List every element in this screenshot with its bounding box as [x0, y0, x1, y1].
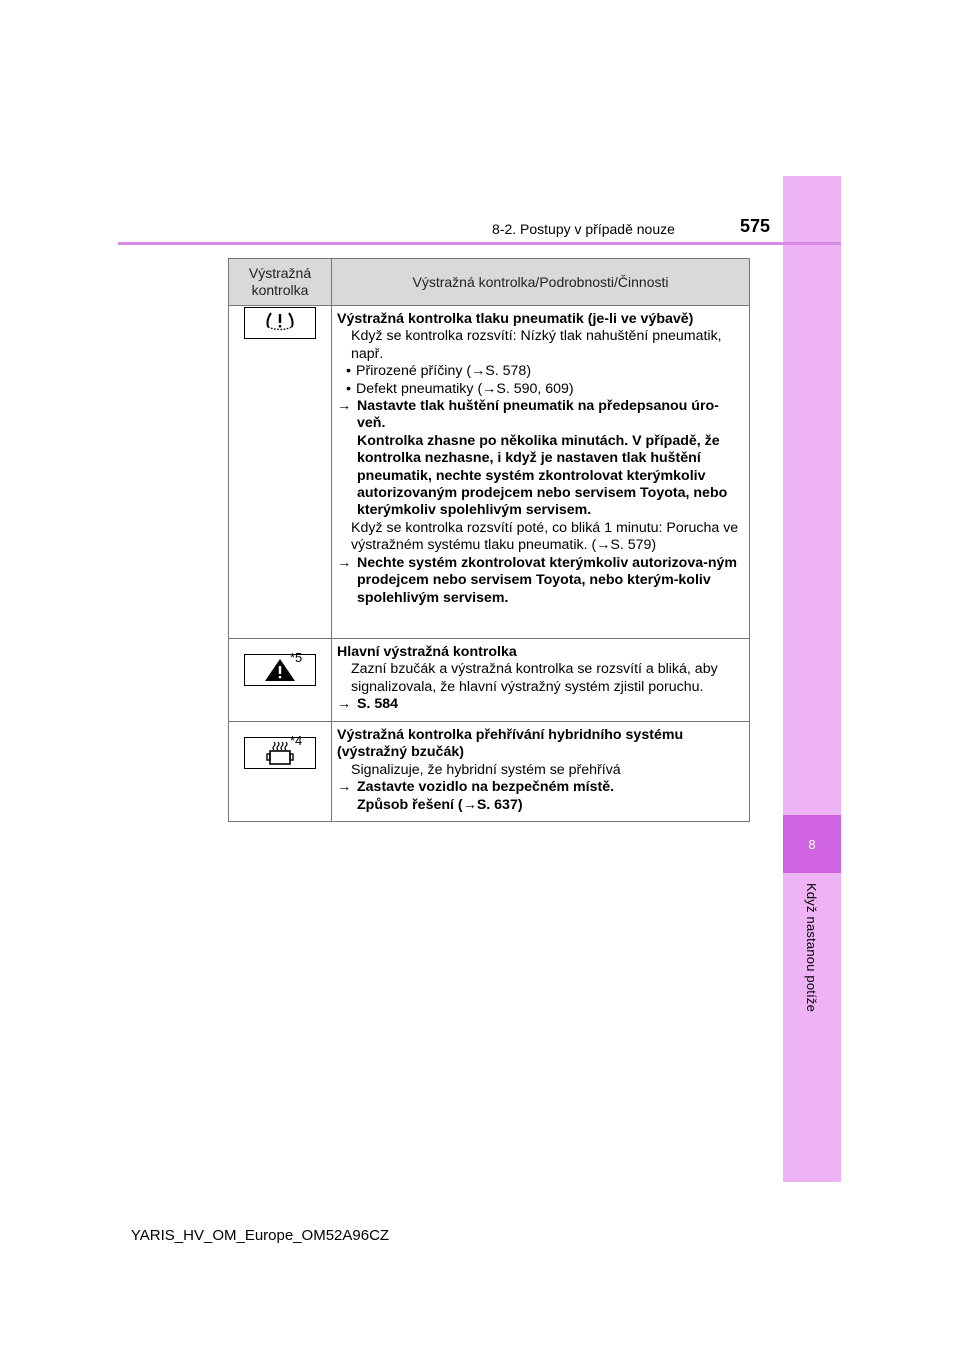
action-text: → S. 584: [337, 696, 744, 713]
doc-code-text: YARIS_HV_OM_Europe_OM52A96CZ: [130, 1227, 390, 1244]
chapter-title-vertical: Když nastanou potíže: [804, 883, 819, 1013]
side-tab-bar: [783, 176, 841, 1182]
condition-text: Signalizuje, že hybridní systém se přehřívá: [351, 761, 621, 778]
hybrid-system-overheat-icon: [244, 737, 316, 769]
condition-text: Když se kontrolka rozsvítí: Nízký tlak nahuštění pneumatik, např.: [351, 328, 722, 362]
row-title: Výstražná kontrolka přehřívání hybridního systému (výstražný bzučák): [337, 727, 684, 761]
table-row: [229, 639, 750, 722]
condition-text: Když se kontrolka rozsvítí poté, co bliká 1 minutu: Porucha ve výstražném systému tlaku pneumatik. (→S. 579): [351, 519, 739, 554]
footer-doc-code: [0, 1227, 960, 1244]
action-detail: Kontrolka zhasne po několika minutách. V případě, že kontrolka nezhasne, i když je nastaven tlak huštění pneumatik, nechte systém zkontrolovat kterýmkoliv autorizovaným prodejcem nebo servisem Toyota, nebo kterýmkoliv spolehlivým servisem.: [357, 432, 728, 519]
row-title: Výstražná kontrolka tlaku pneumatik (je-li ve výbavě): [337, 311, 694, 327]
column-header-light: Výstražná kontrolka: [229, 259, 332, 306]
list-item: • Defekt pneumatiky (→S. 590, 609): [337, 381, 744, 398]
action-detail: Způsob řešení (→S. 637): [357, 796, 523, 813]
lamp-cell: [229, 306, 332, 639]
header-divider: [118, 242, 841, 245]
row-title: Hlavní výstražná kontrolka: [337, 644, 517, 660]
lamp-cell: [229, 722, 332, 822]
table-row: [229, 306, 750, 639]
action-text: → Zastavte vozidlo na bezpečném místě.: [337, 779, 744, 796]
page-number: 575: [740, 216, 771, 236]
table-header-row: [229, 259, 750, 306]
chapter-number-tab[interactable]: 8: [783, 815, 841, 873]
tire-pressure-warning-icon: [244, 307, 316, 339]
footnote-mark: *4: [290, 733, 303, 748]
footnote-mark: *5: [290, 650, 303, 665]
details-cell: [332, 722, 750, 822]
action-text: → Nastavte tlak huštění pneumatik na předepsanou úro-veň.: [337, 398, 744, 433]
column-header-details: Výstražná kontrolka/Podrobnosti/Činnosti: [332, 259, 750, 306]
list-item: • Přirozené příčiny (→S. 578): [337, 363, 744, 380]
action-text: → Nechte systém zkontrolovat kterýmkoliv autorizova-ným prodejcem nebo servisem Toyota, nebo kterým-koliv spolehlivým servisem.: [337, 555, 744, 607]
master-warning-icon: [244, 654, 316, 686]
lamp-cell: [229, 639, 332, 722]
warning-lights-table: [228, 258, 750, 822]
section-title: 8-2. Postupy v případě nouze: [492, 221, 675, 237]
details-cell: [332, 639, 750, 722]
details-cell: [332, 306, 750, 639]
condition-text: Zazní bzučák a výstražná kontrolka se rozsvítí a bliká, aby signalizovala, že hlavní výstražný systém zjistil poruchu.: [351, 661, 718, 695]
table-row: [229, 722, 750, 822]
